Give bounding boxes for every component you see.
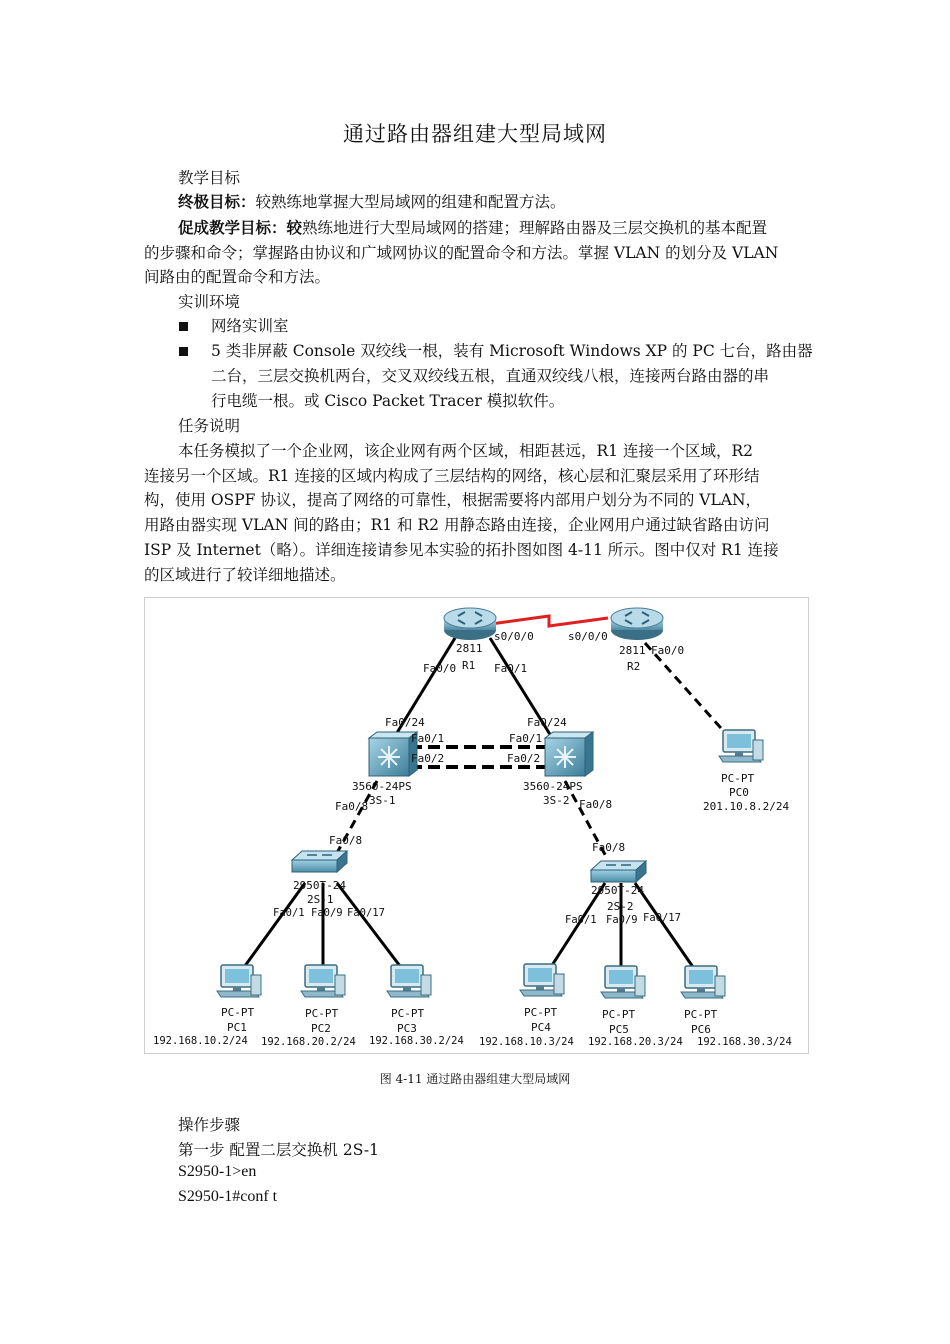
serial-link xyxy=(491,616,608,626)
router-r1-icon xyxy=(444,608,496,640)
r2-model: 2811 xyxy=(619,644,646,657)
2s1-fa09: Fa0/9 xyxy=(311,907,343,919)
multilayer-switch-3s1-icon xyxy=(369,732,417,776)
3s2-fa01: Fa0/1 xyxy=(509,732,543,745)
pc3-name: PC3 xyxy=(397,1022,417,1035)
3s1-fa02: Fa0/2 xyxy=(411,752,445,765)
pc0-icon xyxy=(719,730,763,762)
topology-diagram xyxy=(145,598,808,1053)
2s2-fa09: Fa0/9 xyxy=(606,914,638,926)
3s1-model: 3560-24PS xyxy=(352,780,412,793)
task-heading: 任务说明 xyxy=(178,417,241,435)
pc5-ip: 192.168.20.3/24 xyxy=(588,1036,683,1048)
env-heading: 实训环境 xyxy=(178,293,241,311)
3s1-fa024: Fa0/24 xyxy=(385,716,425,729)
2s1-fa01: Fa0/1 xyxy=(273,907,305,919)
link-pc3 xyxy=(337,883,403,970)
goals-heading: 教学目标 xyxy=(178,169,241,187)
r1-fa00: Fa0/0 xyxy=(423,662,457,675)
3s2-fa08: Fa0/8 xyxy=(579,798,613,811)
pc2-ip: 192.168.20.2/24 xyxy=(261,1036,356,1048)
figure-caption: 图 4-11 通过路由器组建大型局域网 xyxy=(379,1072,571,1086)
env-bullet-2-line-3: 行电缆一根。或 Cisco Packet Tracer 模拟软件。 xyxy=(211,392,565,410)
pc5-type: PC-PT xyxy=(602,1008,636,1021)
env-bullet-2-line-1: 5 类非屏蔽 Console 双绞线一根，装有 Microsoft Windows XP 的 PC 七台，路由器 xyxy=(211,342,813,360)
3s2-name: 3S-2 xyxy=(543,794,570,807)
3s2-fa02: Fa0/2 xyxy=(507,752,541,765)
r2-fa00: Fa0/0 xyxy=(651,644,685,657)
enabling-goal-line-2: 的步骤和命令；掌握路由协议和广域网协议的配置命令和方法。掌握 VLAN 的划分及 VLAN xyxy=(144,244,779,262)
2s2-fa017: Fa0/17 xyxy=(643,912,681,924)
pc0-type: PC-PT xyxy=(721,772,755,785)
switch-2s1-icon xyxy=(292,851,347,872)
2s2-name: 2S-2 xyxy=(607,900,634,913)
pc6-icon xyxy=(681,966,725,998)
pc5-name: PC5 xyxy=(609,1023,629,1036)
2s2-fa08: Fa0/8 xyxy=(592,841,626,854)
pc4-type: PC-PT xyxy=(524,1006,558,1019)
pc4-ip: 192.168.10.3/24 xyxy=(479,1036,574,1048)
pc1-ip: 192.168.10.2/24 xyxy=(153,1035,248,1047)
pc3-ip: 192.168.30.2/24 xyxy=(369,1035,464,1047)
2s2-model: 2950T-24 xyxy=(591,884,644,897)
pc4-icon xyxy=(520,964,564,996)
pc4-name: PC4 xyxy=(531,1021,551,1034)
2s1-fa017: Fa0/17 xyxy=(347,907,385,919)
pc0-name: PC0 xyxy=(729,786,749,799)
task-line-5: ISP 及 Internet（略）。详细连接请参见本实验的拓扑图如图 4-11 所示。图中仅对 R1 连接 xyxy=(144,541,779,559)
r1-model: 2811 xyxy=(456,642,483,655)
pc1-type: PC-PT xyxy=(221,1006,255,1019)
2s2-fa01: Fa0/1 xyxy=(565,914,597,926)
r1-serial-port: s0/0/0 xyxy=(494,630,534,643)
router-r2-icon xyxy=(611,608,663,640)
r1-fa01: Fa0/1 xyxy=(494,662,528,675)
page-title: 通过路由器组建大型局域网 xyxy=(343,122,607,146)
2s1-model: 2950T-24 xyxy=(293,879,346,892)
pc1-name: PC1 xyxy=(227,1021,247,1034)
r2-name: R2 xyxy=(627,660,641,673)
2s1-name: 2S-1 xyxy=(307,893,334,906)
enabling-goal-text: 熟练地进行大型局域网的搭建；理解路由器及三层交换机的基本配置 xyxy=(302,219,768,237)
enabling-goal-label: 促成教学目标：较 xyxy=(178,219,303,237)
env-bullet-1: 网络实训室 xyxy=(211,317,289,335)
link-pc1 xyxy=(242,883,305,970)
command-line-1: S2950-1>en xyxy=(178,1163,257,1180)
step-1: 第一步 配置二层交换机 2S-1 xyxy=(178,1141,380,1159)
pc6-ip: 192.168.30.3/24 xyxy=(697,1036,792,1048)
r1-name: R1 xyxy=(462,659,476,672)
steps-heading: 操作步骤 xyxy=(178,1116,241,1134)
bullet-marker xyxy=(179,322,188,331)
task-line-1: 本任务模拟了一个企业网，该企业网有两个区域，相距甚远，R1 连接一个区域，R2 xyxy=(178,442,753,460)
task-line-3: 构，使用 OSPF 协议，提高了网络的可靠性，根据需要将内部用户划分为不同的 VLAN， xyxy=(144,491,762,509)
enabling-goal-line-3: 间路由的配置命令和方法。 xyxy=(144,268,331,286)
pc6-type: PC-PT xyxy=(684,1008,718,1021)
3s1-name: 3S-1 xyxy=(369,794,396,807)
topology-figure xyxy=(144,597,809,1054)
command-line-2: S2950-1#conf t xyxy=(178,1188,278,1205)
final-goal xyxy=(178,190,566,214)
3s2-fa024: Fa0/24 xyxy=(527,716,567,729)
link-pc6 xyxy=(635,883,695,970)
task-line-6: 的区域进行了较详细地描述。 xyxy=(144,566,346,584)
pc2-type: PC-PT xyxy=(305,1007,339,1020)
pc2-name: PC2 xyxy=(311,1022,331,1035)
r2-serial-port: s0/0/0 xyxy=(568,630,608,643)
pc0-ip: 201.10.8.2/24 xyxy=(703,800,790,813)
multilayer-switch-3s2-icon xyxy=(545,732,593,776)
pc1-icon xyxy=(217,965,261,997)
pc3-icon xyxy=(387,965,431,997)
3s2-model: 3560-24PS xyxy=(523,780,583,793)
final-goal-text: 较熟练地掌握大型局域网的组建和配置方法。 xyxy=(255,193,566,211)
env-bullet-2-line-2: 二台，三层交换机两台，交叉双绞线五根，直通双绞线八根，连接两台路由器的串 xyxy=(211,367,770,385)
switch-2s2-icon xyxy=(591,861,646,882)
3s1-fa01: Fa0/1 xyxy=(411,732,445,745)
pc6-name: PC6 xyxy=(691,1023,711,1036)
3s1-fa08: Fa0/8 xyxy=(335,800,369,813)
pc3-type: PC-PT xyxy=(391,1007,425,1020)
2s1-fa08: Fa0/8 xyxy=(329,834,363,847)
final-goal-label: 终极目标： xyxy=(178,193,256,211)
bullet-marker xyxy=(179,347,188,356)
enabling-goal-line-1 xyxy=(178,216,767,240)
task-line-4: 用路由器实现 VLAN 间的路由；R1 和 R2 用静态路由连接，企业网用户通过缺省路由访问 xyxy=(144,516,770,534)
task-line-2: 连接另一个区域。R1 连接的区域内构成了三层结构的网络，核心层和汇聚层采用了环形结 xyxy=(144,467,760,485)
pc2-icon xyxy=(301,965,345,997)
pc5-icon xyxy=(601,966,645,998)
